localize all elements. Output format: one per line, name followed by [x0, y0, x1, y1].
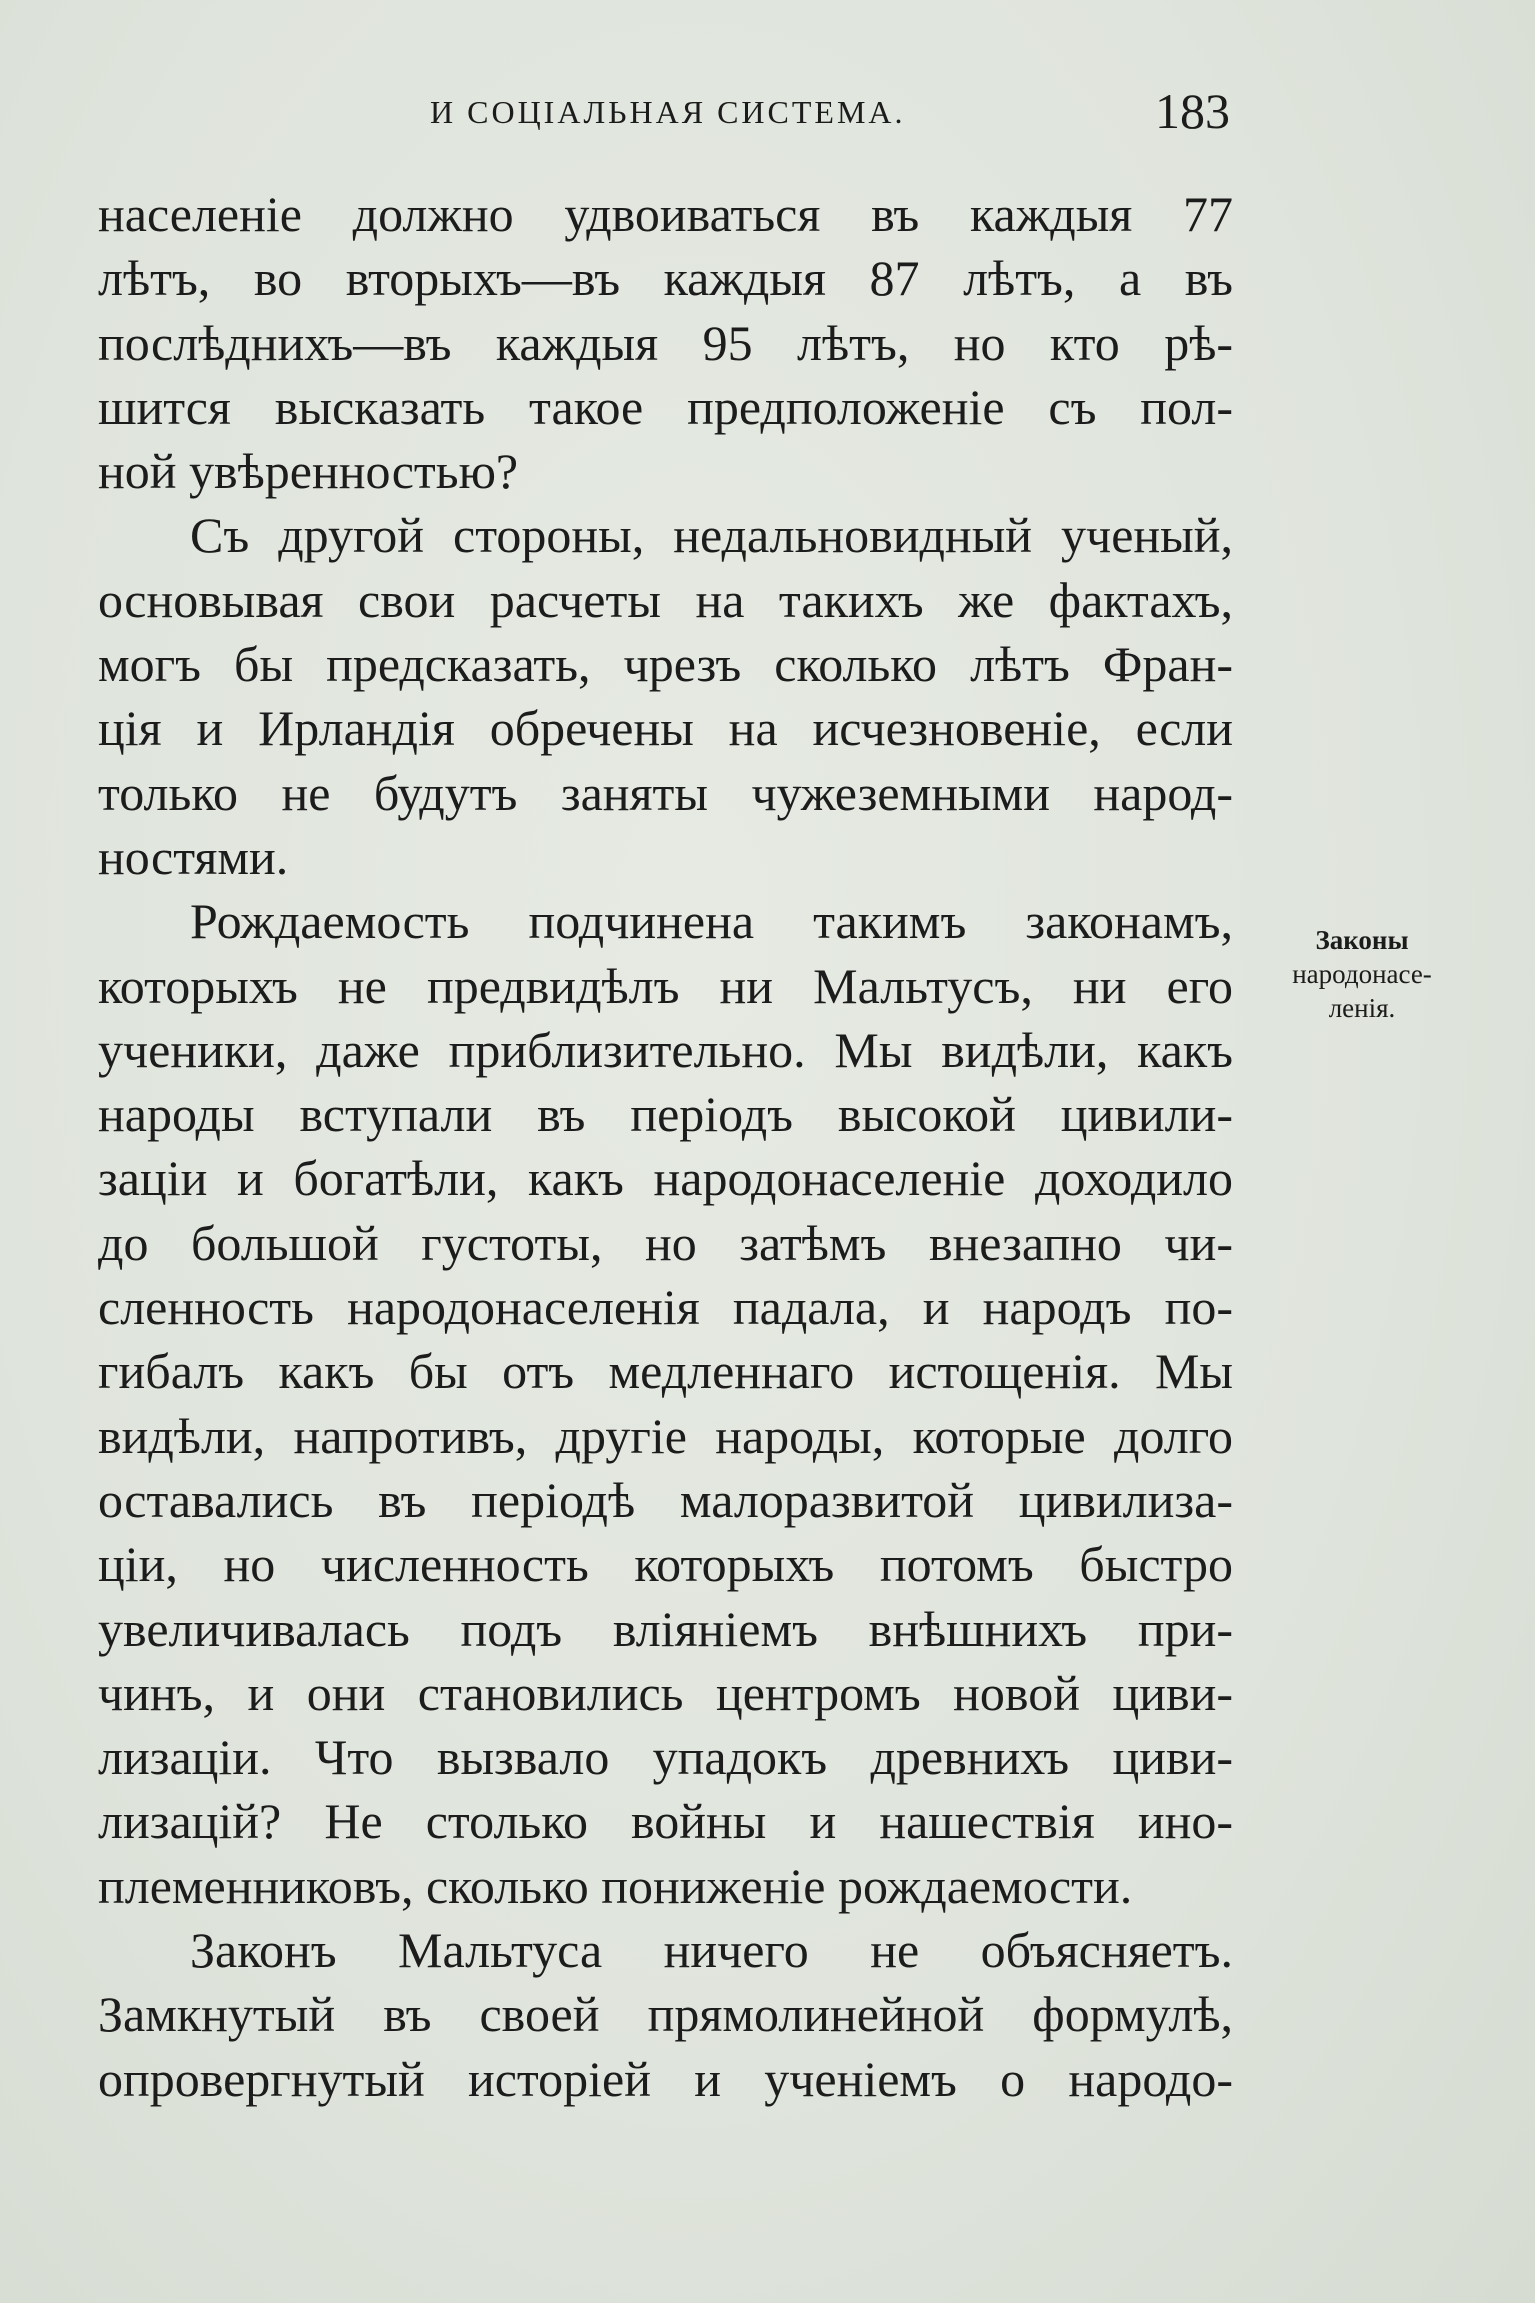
- text-line: основывая свои расчеты на такихъ же фактахъ,: [98, 571, 1233, 628]
- text-line: заціи и богатѣли, какъ народонаселеніе доходило: [98, 1150, 1233, 1207]
- page-header: [100, 82, 1230, 142]
- margin-note-line: Законы: [1315, 925, 1409, 955]
- text-line: только не будутъ заняты чужеземными народ-: [98, 764, 1233, 821]
- text-line: Замкнутый въ своей прямолинейной формулѣ,: [98, 1986, 1233, 2043]
- text-line: Съ другой стороны, недальновидный ученый,: [190, 507, 1233, 564]
- text-line: ной увѣренностью?: [98, 443, 519, 500]
- text-line: Законъ Мальтуса ничего не объясняетъ.: [190, 1922, 1233, 1979]
- margin-note: [1262, 923, 1462, 1025]
- text-line: до большой густоты, но затѣмъ внезапно чи-: [98, 1214, 1233, 1271]
- text-line: ція и Ирландія обречены на исчезновеніе, если: [98, 700, 1233, 757]
- text-line: лѣтъ, во вторыхъ—въ каждыя 87 лѣтъ, а въ: [98, 250, 1233, 307]
- text-line: увеличивалась подъ вліяніемъ внѣшнихъ при-: [98, 1600, 1233, 1657]
- text-line: гибалъ какъ бы отъ медленнаго истощенія. Мы: [98, 1343, 1233, 1400]
- margin-note-line: ленія.: [1328, 993, 1396, 1023]
- text-line: могъ бы предсказать, чрезъ сколько лѣтъ Фран-: [98, 636, 1233, 693]
- text-line: населеніе должно удвоиваться въ каждыя 77: [98, 186, 1233, 242]
- text-line: видѣли, напротивъ, другіе народы, которые долго: [98, 1407, 1233, 1464]
- text-line: лизаціи. Что вызвало упадокъ древнихъ циви-: [98, 1729, 1233, 1786]
- text-line: народы вступали въ періодъ высокой цивили-: [98, 1086, 1233, 1143]
- text-line: племенниковъ, сколько пониженіе рождаемости.: [98, 1857, 1133, 1914]
- body-text: [98, 182, 1233, 2111]
- text-line: лизацій? Не столько войны и нашествія ино-: [98, 1793, 1233, 1850]
- text-line: ученики, даже приблизительно. Мы видѣли, какъ: [98, 1021, 1233, 1078]
- text-line: сленность народонаселенія падала, и народъ по-: [98, 1279, 1233, 1336]
- margin-note-line: народонасе-: [1292, 959, 1432, 989]
- text-line: ціи, но численность которыхъ потомъ быстро: [98, 1536, 1233, 1593]
- text-line: ностями.: [98, 828, 289, 885]
- text-line: опровергнутый исторіей и ученіемъ о народо-: [98, 2050, 1233, 2107]
- text-line: чинъ, и они становились центромъ новой циви-: [98, 1664, 1233, 1721]
- text-line: послѣднихъ—въ каждыя 95 лѣтъ, но кто рѣ-: [98, 314, 1233, 371]
- text-line: Рождаемость подчинена такимъ законамъ,: [190, 893, 1233, 950]
- text-line: шится высказать такое предположеніе съ пол-: [98, 378, 1233, 435]
- running-head: И СОЦІАЛЬНАЯ СИСТЕМА.: [430, 94, 906, 130]
- text-line: оставались въ періодѣ малоразвитой цивилиза-: [98, 1471, 1233, 1528]
- page-number: 183: [1155, 83, 1230, 139]
- text-line: которыхъ не предвидѣлъ ни Мальтусъ, ни его: [98, 957, 1233, 1014]
